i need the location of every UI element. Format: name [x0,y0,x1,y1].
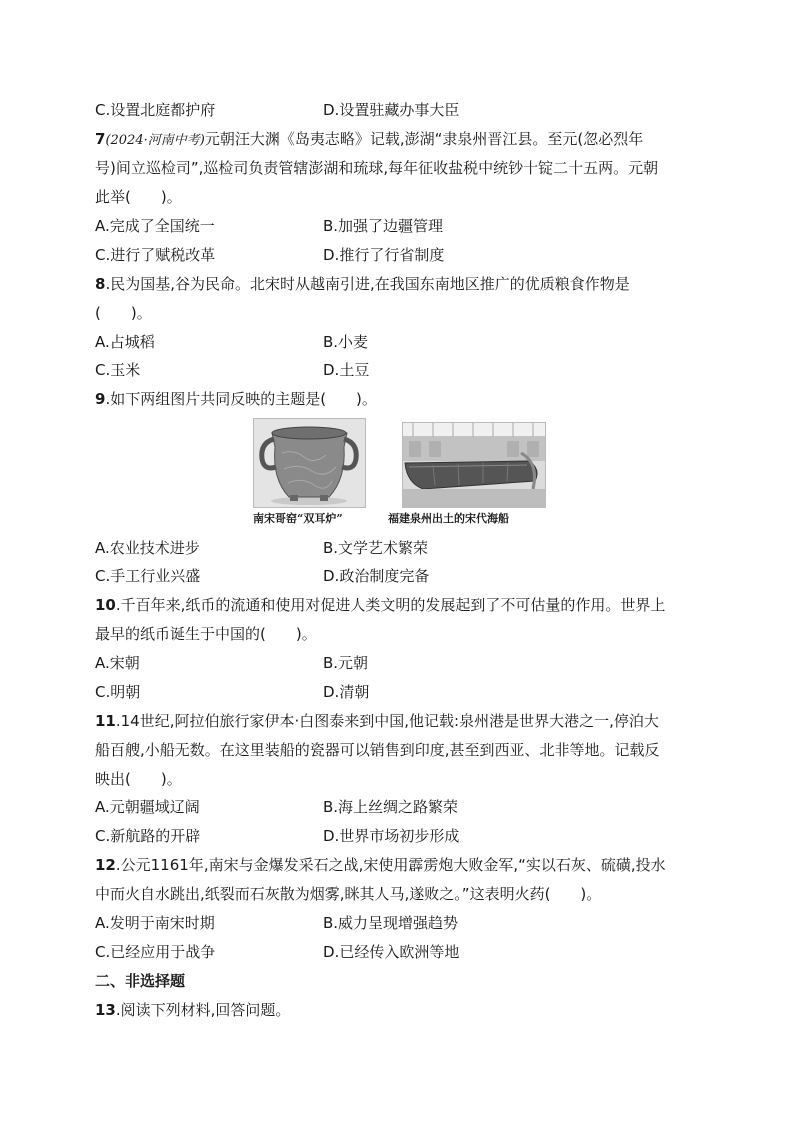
q11-option-a[interactable]: A.元朝疆域辽阔 [95,798,200,816]
q8-stem-line2: ( )。 [95,304,152,322]
q9-number: 9 [95,390,106,408]
q8-option-b[interactable]: B.小麦 [323,333,369,351]
q12-option-a[interactable]: A.发明于南宋时期 [95,914,215,932]
q7-stem-line3: 此举( )。 [95,188,182,206]
q12-option-d[interactable]: D.已经传入欧洲等地 [323,943,460,961]
q12-text: .公元1161年,南宋与金爆发采石之战,宋使用霹雳炮大败金军,“实以石灰、硫磺,投水 [115,856,666,874]
censer-illustration [254,419,365,507]
q8-number: 8 [95,275,106,293]
q10-option-b[interactable]: B.元朝 [323,654,369,672]
figure-caption-ship: 福建泉州出土的宋代海船 [388,512,509,525]
q13-number: 13 [95,1001,116,1019]
q12-stem-line1 [95,855,666,875]
q9-stem-line1 [95,389,377,409]
q7-source: (2024·河南中考) [105,133,205,148]
q10-text: .千百年来,纸币的流通和使用对促进人类文明的发展起到了不可估量的作用。世界上 [115,596,666,614]
figure-caption-censer: 南宋哥窑“双耳炉” [253,512,343,525]
q6-option-d[interactable]: D.设置驻藏办事大臣 [323,101,460,119]
q7-number: 7 [95,130,106,148]
q9-option-d[interactable]: D.政治制度完备 [323,567,430,585]
q7-stem-line2: 号)间立巡检司”,巡检司负责管辖澎湖和琉球,每年征收盐税中统钞十锭二十五两。元朝 [95,159,659,177]
q8-text: .民为国基,谷为民命。北宋时从越南引进,在我国东南地区推广的优质粮食作物是 [105,275,630,293]
q11-option-c[interactable]: C.新航路的开辟 [95,827,201,845]
q11-text: .14世纪,阿拉伯旅行家伊本·白图泰来到中国,他记载:泉州港是世界大港之一,停泊大 [115,712,659,730]
q7-option-d[interactable]: D.推行了行省制度 [323,246,445,264]
q11-stem-line3: 映出( )。 [95,770,182,788]
q7-option-b[interactable]: B.加强了边疆管理 [323,217,444,235]
q12-option-c[interactable]: C.已经应用于战争 [95,943,216,961]
q10-option-a[interactable]: A.宋朝 [95,654,140,672]
q12-number: 12 [95,856,116,874]
q7-option-c[interactable]: C.进行了赋税改革 [95,246,216,264]
q6-option-c[interactable]: C.设置北庭都护府 [95,101,216,119]
q10-stem-line2: 最早的纸币诞生于中国的( )。 [95,625,317,643]
q8-option-c[interactable]: C.玉米 [95,361,141,379]
q8-stem-line1 [95,274,630,294]
q11-stem-line1 [95,711,659,731]
quanzhou-song-ship-image [402,422,546,508]
q12-stem-line2: 中而火自水跳出,纸裂而石灰散为烟雾,眯其人马,遂败之。”这表明火药( )。 [95,885,602,903]
q11-number: 11 [95,712,116,730]
q11-option-b[interactable]: B.海上丝绸之路繁荣 [323,798,459,816]
q10-option-d[interactable]: D.清朝 [323,683,370,701]
q9-option-b[interactable]: B.文学艺术繁荣 [323,539,429,557]
q11-option-d[interactable]: D.世界市场初步形成 [323,827,460,845]
q9-option-a[interactable]: A.农业技术进步 [95,539,200,557]
q10-stem-line1 [95,595,665,615]
q11-stem-line2: 船百艘,小船无数。在这里装船的瓷器可以销售到印度,甚至到西亚、北非等地。记载反 [95,741,660,759]
q7-stem-line1 [95,129,643,151]
q7-text: 元朝汪大渊《岛夷志略》记载,澎湖“隶泉州晋江县。至元(忽必烈年 [204,130,644,148]
ship-illustration [403,423,545,507]
q9-option-c[interactable]: C.手工行业兴盛 [95,567,201,585]
q12-option-b[interactable]: B.威力呈现增强趋势 [323,914,459,932]
q7-option-a[interactable]: A.完成了全国统一 [95,217,215,235]
ge-kiln-censer-image [253,418,366,508]
q10-number: 10 [95,596,116,614]
q9-text: .如下两组图片共同反映的主题是( )。 [105,390,377,408]
section-non-choice-title: 二、非选择题 [95,972,186,990]
q8-option-a[interactable]: A.占城稻 [95,333,155,351]
q13-stem-line1 [95,1000,290,1020]
q8-option-d[interactable]: D.土豆 [323,361,370,379]
q13-text: .阅读下列材料,回答问题。 [115,1001,291,1019]
q10-option-c[interactable]: C.明朝 [95,683,141,701]
